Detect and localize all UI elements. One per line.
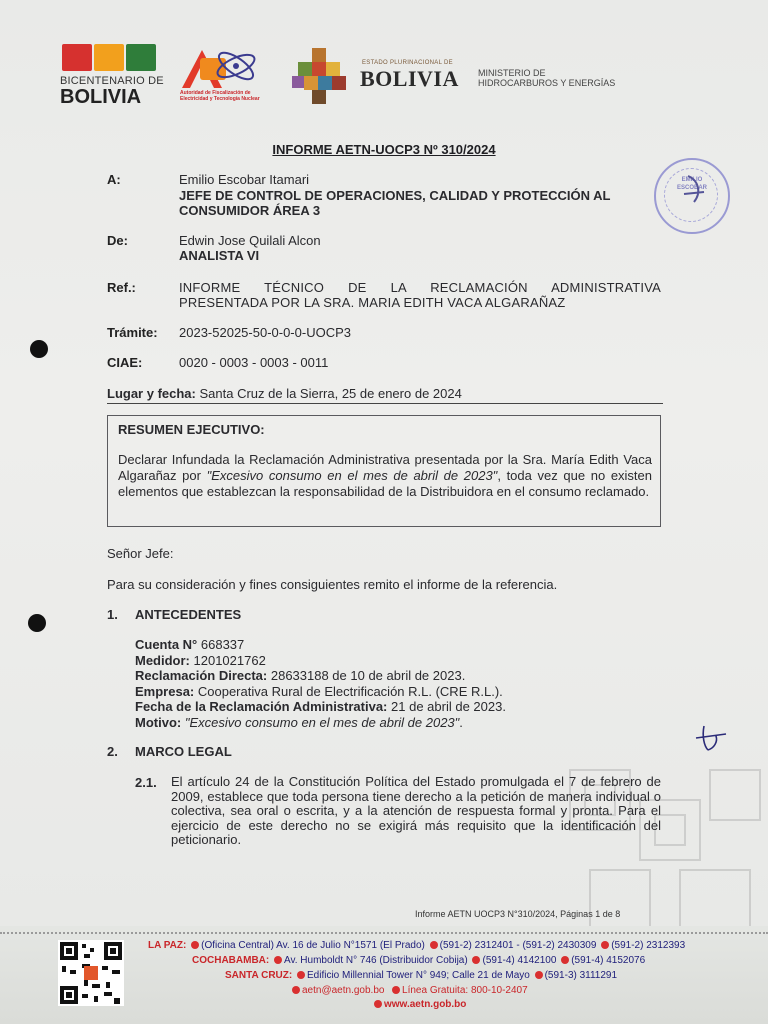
bicentenario-line1: BICENTENARIO DE xyxy=(60,75,164,87)
footer-lapaz xyxy=(148,940,685,951)
phone-icon xyxy=(472,956,480,964)
aetn-subtitle-line2: Electricidad y Tecnología Nuclear xyxy=(180,96,260,102)
greeting: Señor Jefe: xyxy=(107,546,174,561)
bicentenario-logo xyxy=(60,44,164,108)
ref-line1: INFORME TÉCNICO DE LA RECLAMACIÓN ADMINISTRATIVA xyxy=(179,280,661,295)
footer-divider xyxy=(0,932,768,936)
page-number-note: Informe AETN UOCP3 N°310/2024, Páginas 1 de 8 xyxy=(415,909,621,919)
reception-stamp xyxy=(654,158,730,234)
lugar-label: Lugar y fecha: xyxy=(107,386,196,401)
reclamacion-value: 28633188 de 10 de abril de 2023. xyxy=(270,668,466,683)
qr-code-icon xyxy=(58,940,124,1006)
section-2-title: MARCO LEGAL xyxy=(135,744,232,759)
estado-small-text: ESTADO PLURINACIONAL DE xyxy=(362,60,453,66)
lapaz-fax: (591-2) 2312393 xyxy=(611,940,686,951)
resumen-title: RESUMEN EJECUTIVO: xyxy=(118,422,265,437)
lugar-fecha xyxy=(107,386,663,404)
resumen-text-italic: "Excesivo consumo en el mes de abril de 2023" xyxy=(206,468,498,483)
fecha-line xyxy=(135,699,506,714)
empresa-label: Empresa: xyxy=(135,684,195,699)
medidor-label: Medidor: xyxy=(135,653,190,668)
document-title: INFORME AETN-UOCP3 Nº 310/2024 xyxy=(272,142,496,157)
location-pin-icon xyxy=(274,956,282,964)
motivo-label: Motivo: xyxy=(135,715,182,730)
cochabamba-address: Av. Humboldt N° 746 (Distribuidor Cobija) xyxy=(284,955,468,966)
section-1-title: ANTECEDENTES xyxy=(135,607,242,622)
resumen-text-after: , toda vez que no existen elementos que establezcan la responsabilidad de la Distribuidora en el consumo reclamado. xyxy=(118,468,653,499)
punch-hole xyxy=(28,614,46,632)
motivo-end: . xyxy=(459,715,463,730)
fax-icon xyxy=(601,941,609,949)
ciae-value: 0020 - 0003 - 0003 - 0011 xyxy=(179,355,329,370)
phone-icon xyxy=(561,956,569,964)
cuenta-value: 668337 xyxy=(200,637,245,652)
stamp-line2: ESCOBAR xyxy=(676,185,707,191)
web-icon xyxy=(374,1000,382,1008)
location-pin-icon xyxy=(191,941,199,949)
intro-paragraph: Para su consideración y fines consiguientes remito el informe de la referencia. xyxy=(107,577,558,592)
phone-icon xyxy=(535,971,543,979)
ministerio-line1: MINISTERIO DE xyxy=(478,68,546,78)
footer-linea-gratuita: Línea Gratuita: 800-10-2407 xyxy=(402,985,528,996)
lapaz-address: (Oficina Central) Av. 16 de Julio N°1571 (El Prado) xyxy=(201,940,425,951)
footer-cochabamba xyxy=(192,955,645,966)
cuenta-line xyxy=(135,637,244,652)
to-role-line1: JEFE DE CONTROL DE OPERACIONES, CALIDAD Y PROTECCIÓN AL xyxy=(179,188,611,203)
phone-icon xyxy=(392,986,400,994)
reclamacion-label: Reclamación Directa: xyxy=(135,668,268,683)
to-name: Emilio Escobar Itamari xyxy=(179,172,310,187)
empresa-line xyxy=(135,684,503,699)
resumen-text xyxy=(118,452,652,500)
signature-mark-icon xyxy=(654,158,726,230)
ref-label: Ref.: xyxy=(107,280,136,295)
footer-web xyxy=(372,999,466,1010)
footer-contact xyxy=(290,985,528,996)
from-role: ANALISTA VI xyxy=(179,248,260,263)
estado-big-text: BOLIVIA xyxy=(360,66,459,91)
bicentenario-line2: BOLIVIA xyxy=(60,86,142,108)
tramite-label: Trámite: xyxy=(107,325,158,340)
tramite-value: 2023-52025-50-0-0-0-UOCP3 xyxy=(179,325,351,340)
cochabamba-phone: (591-4) 4142100 xyxy=(482,955,557,966)
lapaz-phone: (591-2) 2312401 - (591-2) 2430309 xyxy=(439,940,597,951)
handwritten-initial-icon xyxy=(694,722,730,754)
phone-icon xyxy=(430,941,438,949)
ministerio-line2: HIDROCARBUROS Y ENERGÍAS xyxy=(478,78,616,88)
aetn-subtitle-line1: Autoridad de Fiscalización de xyxy=(180,90,251,96)
santacruz-city: SANTA CRUZ: xyxy=(225,970,293,981)
medidor-value: 1201021762 xyxy=(193,653,266,668)
resumen-ejecutivo-box xyxy=(107,415,661,527)
fecha-label: Fecha de la Reclamación Administrativa: xyxy=(135,699,388,714)
aetn-logo xyxy=(178,44,264,108)
lapaz-city: LA PAZ: xyxy=(148,940,187,951)
to-label: A: xyxy=(107,172,121,187)
stamp-line1: EMILIO xyxy=(681,177,703,183)
wiphala-emblem-icon xyxy=(290,46,354,108)
bicentenario-emblem xyxy=(62,44,164,71)
footer-santacruz xyxy=(225,970,617,981)
ministerio-text xyxy=(478,68,615,88)
footer-website[interactable]: www.aetn.gob.bo xyxy=(384,999,467,1010)
cuenta-label: Cuenta N° xyxy=(135,637,198,652)
lugar-value: Santa Cruz de la Sierra, 25 de enero de 2024 xyxy=(199,386,462,401)
to-role-line2: CONSUMIDOR ÁREA 3 xyxy=(179,203,321,218)
article-2-1-number: 2.1. xyxy=(135,775,157,790)
section-2-number: 2. xyxy=(107,744,118,759)
reclamacion-line xyxy=(135,668,465,683)
ref-line2: PRESENTADA POR LA SRA. MARIA EDITH VACA ALGARAÑAZ xyxy=(179,295,566,310)
fecha-value: 21 de abril de 2023. xyxy=(391,699,506,714)
motivo-line xyxy=(135,715,463,730)
estado-bolivia-logo xyxy=(290,46,470,108)
location-pin-icon xyxy=(297,971,305,979)
email-icon xyxy=(292,986,300,994)
cochabamba-city: COCHABAMBA: xyxy=(192,955,270,966)
empresa-value: Cooperativa Rural de Electrificación R.L. (CRE R.L.). xyxy=(197,684,503,699)
footer-email[interactable]: aetn@aetn.gob.bo xyxy=(302,985,385,996)
from-label: De: xyxy=(107,233,128,248)
section-1-number: 1. xyxy=(107,607,118,622)
from-name: Edwin Jose Quilali Alcon xyxy=(179,233,321,248)
resumen-text-before: Declarar Infundada la Reclamación Administrativa presentada por la Sra. María Edith Vaca Algarañaz por xyxy=(118,452,652,483)
santacruz-phone: (591-3) 3111291 xyxy=(544,970,618,981)
article-2-1-text: El artículo 24 de la Constitución Política del Estado promulgada el 7 de febrero de 2009, establece que toda persona tiene derecho a la petición de manera individual o colectiva, sea oral o escrita, y a la atención de respuesta formal y pronta. Para el ejercicio de este derecho no se exigirá más requisito que la identificación del peticionario. xyxy=(171,774,661,848)
ciae-label: CIAE: xyxy=(107,355,143,370)
cochabamba-phone2: (591-4) 4152076 xyxy=(571,955,646,966)
punch-hole xyxy=(30,340,48,358)
medidor-line xyxy=(135,653,266,668)
motivo-value: "Excesivo consumo en el mes de abril de 2023" xyxy=(184,715,460,730)
santacruz-address: Edificio Millennial Tower N° 949; Calle 21 de Mayo xyxy=(307,970,530,981)
